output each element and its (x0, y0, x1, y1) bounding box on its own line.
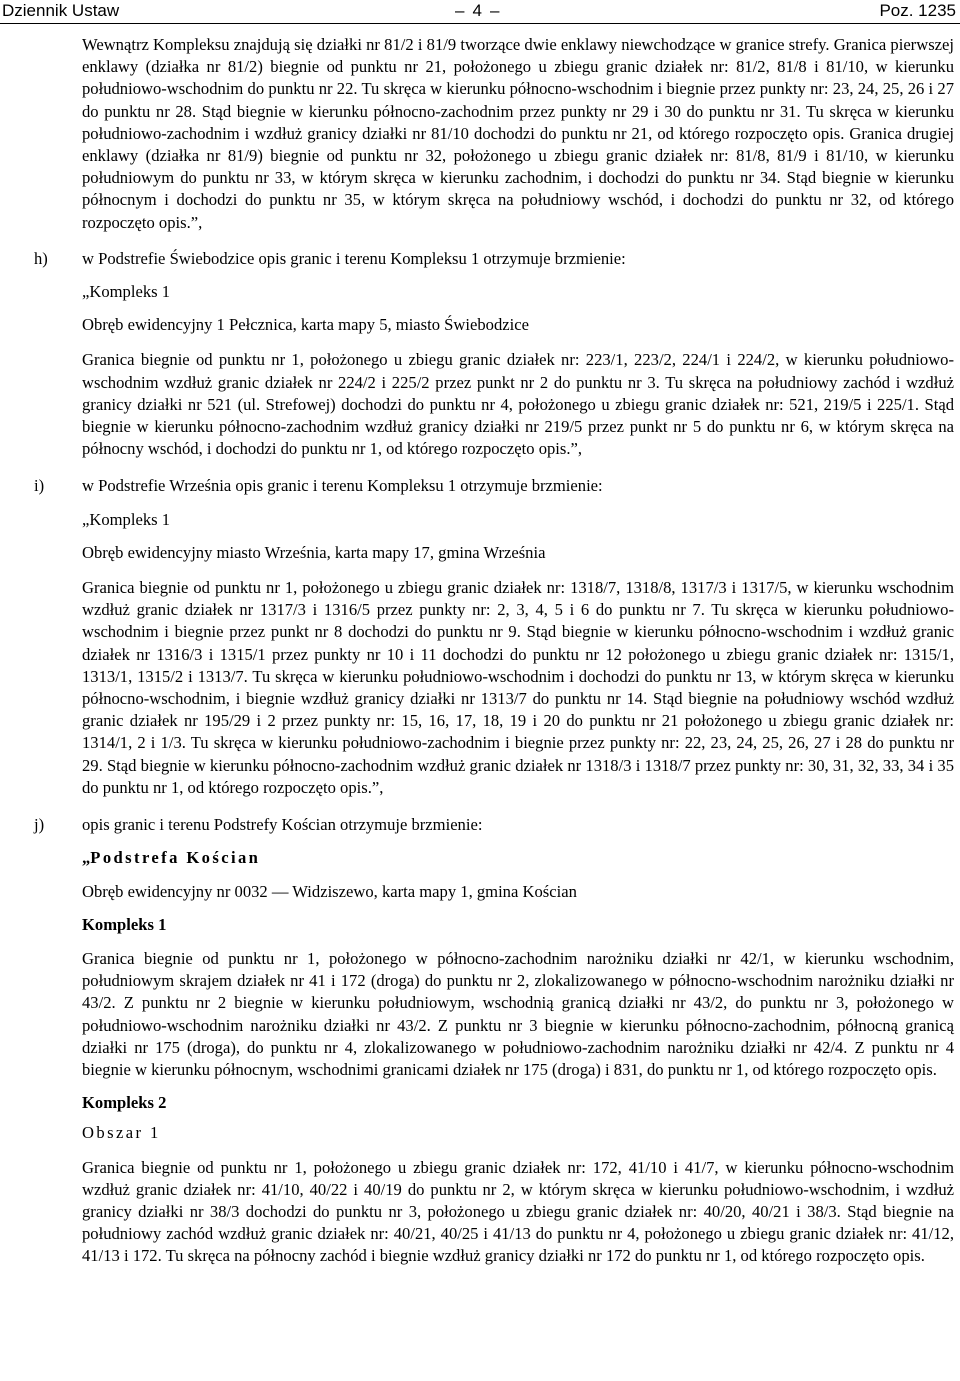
kompleks-2-text: Granica biegnie od punktu nr 1, położonego u zbiegu granic działek nr: 172, 41/10 i 41/7, w kierunku północno-wschodnim wzdłuż granic działek nr: 41/10, 40/22 i 40/19 do punktu nr 2, w którym skręca w kierunku południowo-wschodnim, i wzdłuż granicy działki nr 38/3 dochodzi do punktu nr 3, położonego u zbiegu granic działek nr: 40/20, 40/21 i 38/3. Stąd biegnie na południowy zachód wzdłuż granic działek nr: 40/21, 40/25 i 41/13 do punktu nr 4, położonego u zbiegu granic działek nr: 41/12, 41/13 i 172. Tu skręca na północny zachód i biegnie wzdłuż granicy działki nr 172 do punktu nr 1, od którego rozpoczęto opis. (82, 1157, 954, 1266)
item-i (0, 475, 960, 799)
item-j-heading-quote: „ (82, 848, 91, 868)
item-i-lead: w Podstrefie Września opis granic i terenu Kompleksu 1 otrzymuje brzmienie: (82, 476, 603, 496)
item-i-text: Granica biegnie od punktu nr 1, położonego u zbiegu granic działek nr: 1318/7, 1318/8, 1317/3 i 1317/5, w kierunku wschodnim wzdłuż granic działek nr 1317/3 i 1316/5 przez punkty nr: 2, 3, 4, 5 i 6 do punktu nr 7. Tu skręca w kierunku południowo-wschodnim i biegnie przez punkt nr 8 dochodzi do punktu nr 9. Stąd biegnie w kierunku północno-wschodnim i wzdłuż granic działek nr 1316/3 i 1315/1 przez punkty nr 10 i 11 dochodzi do punktu nr 12 położonego u zbiegu granic działek nr: 1315/1, 1313/1, 1315/2 i 1313/7. Tu skręca w kierunku południowo-wschodnim i dochodzi do punktu nr 13, w którym skręca w kierunku północno-wschodnim, i biegnie wzdłuż granicy działki nr 1313/7 do punktu nr 14. Stąd biegnie na południowy wschód wzdłuż granic działek nr 195/29 i 2 przez punkty nr: 15, 16, 17, 18, 19 i 20 do punktu nr 21 położonego u zbiegu granic działek nr: 1314/1, 2 i 1/3. Tu skręca w kierunku południowo-zachodnim i biegnie przez punkty nr: 22, 23, 24, 25, 26, 27 i 28 do punktu nr 29. Stąd biegnie w kierunku północno-zachodnim wzdłuż granic działek nr 1318/3 i 1318/7 przez punkty nr: 30, 31, 32, 33, 34 i 35 do punktu nr 1, od którego rozpoczęto opis.”, (82, 578, 954, 797)
item-h-lead: w Podstrefie Świebodzice opis granic i terenu Kompleksu 1 otrzymuje brzmienie: (82, 248, 626, 268)
item-j-lead: opis granic i terenu Podstrefy Kościan otrzymuje brzmienie: (82, 815, 483, 835)
item-h-letter: h) (34, 248, 48, 268)
obszar-1-heading: Obszar 1 (82, 1123, 161, 1143)
kompleks-1-heading: Kompleks 1 (82, 914, 167, 934)
item-h-obreb: Obręb ewidencyjny 1 Pełcznica, karta mapy 5, miasto Świebodzice (82, 315, 529, 335)
item-i-heading: „Kompleks 1 (82, 509, 171, 529)
item-j (0, 814, 960, 1267)
intro-paragraph: Wewnątrz Kompleksu znajdują się działki nr 81/2 i 81/9 tworzące dwie enklawy niewchodzące w granice strefy. Granica pierwszej enklawy (działka nr 81/2) biegnie od punktu nr 21, położonego u zbiegu granic działek nr: 81/2, 81/8 i 81/10, w kierunku południowo-wschodnim do punktu nr 22. Tu skręca w kierunku północno-wschodnim i biegnie przez punkty nr: 23, 24, 25, 26 i 27 do punktu nr 28. Stąd biegnie w kierunku północno-zachodnim przez punkty nr 29 i 30 do punktu nr 31. Tu skręca w kierunku południowo-zachodnim i wzdłuż granicy działki nr 81/10 dochodzi do punktu nr 21, od którego rozpoczęto opis. Granica drugiej enklawy (działka nr 81/9) biegnie od punktu nr 32, położonego u zbiegu granic działek nr: 81/8, 81/9 i 81/10, w kierunku południowym do punktu nr 33, w którym skręca w kierunku zachodnim, i dochodzi do punktu nr 34. Stąd biegnie w kierunku północnym i dochodzi do punktu nr 35, w którym skręca na południowy wschód, i dochodzi do punktu nr 32, od którego rozpoczęto opis.”, (82, 35, 954, 232)
item-h-text: Granica biegnie od punktu nr 1, położonego u zbiegu granic działek nr: 223/1, 223/2, 224/1 i 224/2, w kierunku południowo-wschodnim wzdłuż granic działek nr 224/2 i 225/2 przez punkt nr 2 do punktu nr 3. Tu skręca na południowy zachód i wzdłuż granicy działki nr 521 (ul. Strefowej) dochodzi do punktu nr 4, położonego u zbiegu granic działek nr: 521, 219/5 i 225/1. Stąd biegnie w kierunku północno-zachodnim wzdłuż granicy działki nr 219/5 przez punkt nr 5 do punktu nr 6, w którym skręca na północny wschód, i dochodzi do punktu nr 1, od którego rozpoczęto opis.”, (82, 350, 954, 459)
page-header (0, 0, 960, 24)
kompleks-1-text: Granica biegnie od punktu nr 1, położonego w północno-zachodnim narożniku działki nr 42/1, w kierunku wschodnim, południowym skrajem działek nr 41 i 172 (droga) do punktu nr 2, zlokalizowanego w północno-wschodnim narożniku działki nr 43/2. Z punktu nr 2 biegnie w kierunku południowym, wschodnią granicą działki nr 43/2, do punktu nr 3, położonego w południowo-wschodnim narożniku działki nr 43/2. Z punktu nr 3 biegnie w kierunku północno-zachodnim, północną granicą działki nr 175 (droga), do punktu nr 4, zlokalizowanego w południowo-zachodnim narożniku działki nr 42/4. Z punktu nr 4 biegnie w kierunku północnym, wschodnimi granicami działek nr 175 (droga) i 831, do punktu nr 1, od którego rozpoczęto opis. (82, 948, 954, 1079)
item-j-obreb: Obręb ewidencyjny nr 0032 — Widziszewo, karta mapy 1, gmina Kościan (82, 881, 577, 901)
position-number: Poz. 1235 (879, 1, 956, 20)
kompleks-2-heading: Kompleks 2 (82, 1093, 167, 1113)
publication-title: Dziennik Ustaw (2, 1, 120, 20)
item-h-heading: „Kompleks 1 (82, 282, 171, 302)
item-h (0, 248, 960, 461)
item-j-heading-text: Podstrefa Kościan (90, 848, 261, 868)
item-i-obreb: Obręb ewidencyjny miasto Września, karta mapy 17, gmina Września (82, 542, 546, 562)
item-j-heading (82, 847, 954, 869)
document-body (0, 34, 960, 1268)
item-i-letter: i) (34, 476, 45, 496)
page-number: – 4 – (455, 0, 499, 22)
item-j-letter: j) (34, 815, 45, 835)
